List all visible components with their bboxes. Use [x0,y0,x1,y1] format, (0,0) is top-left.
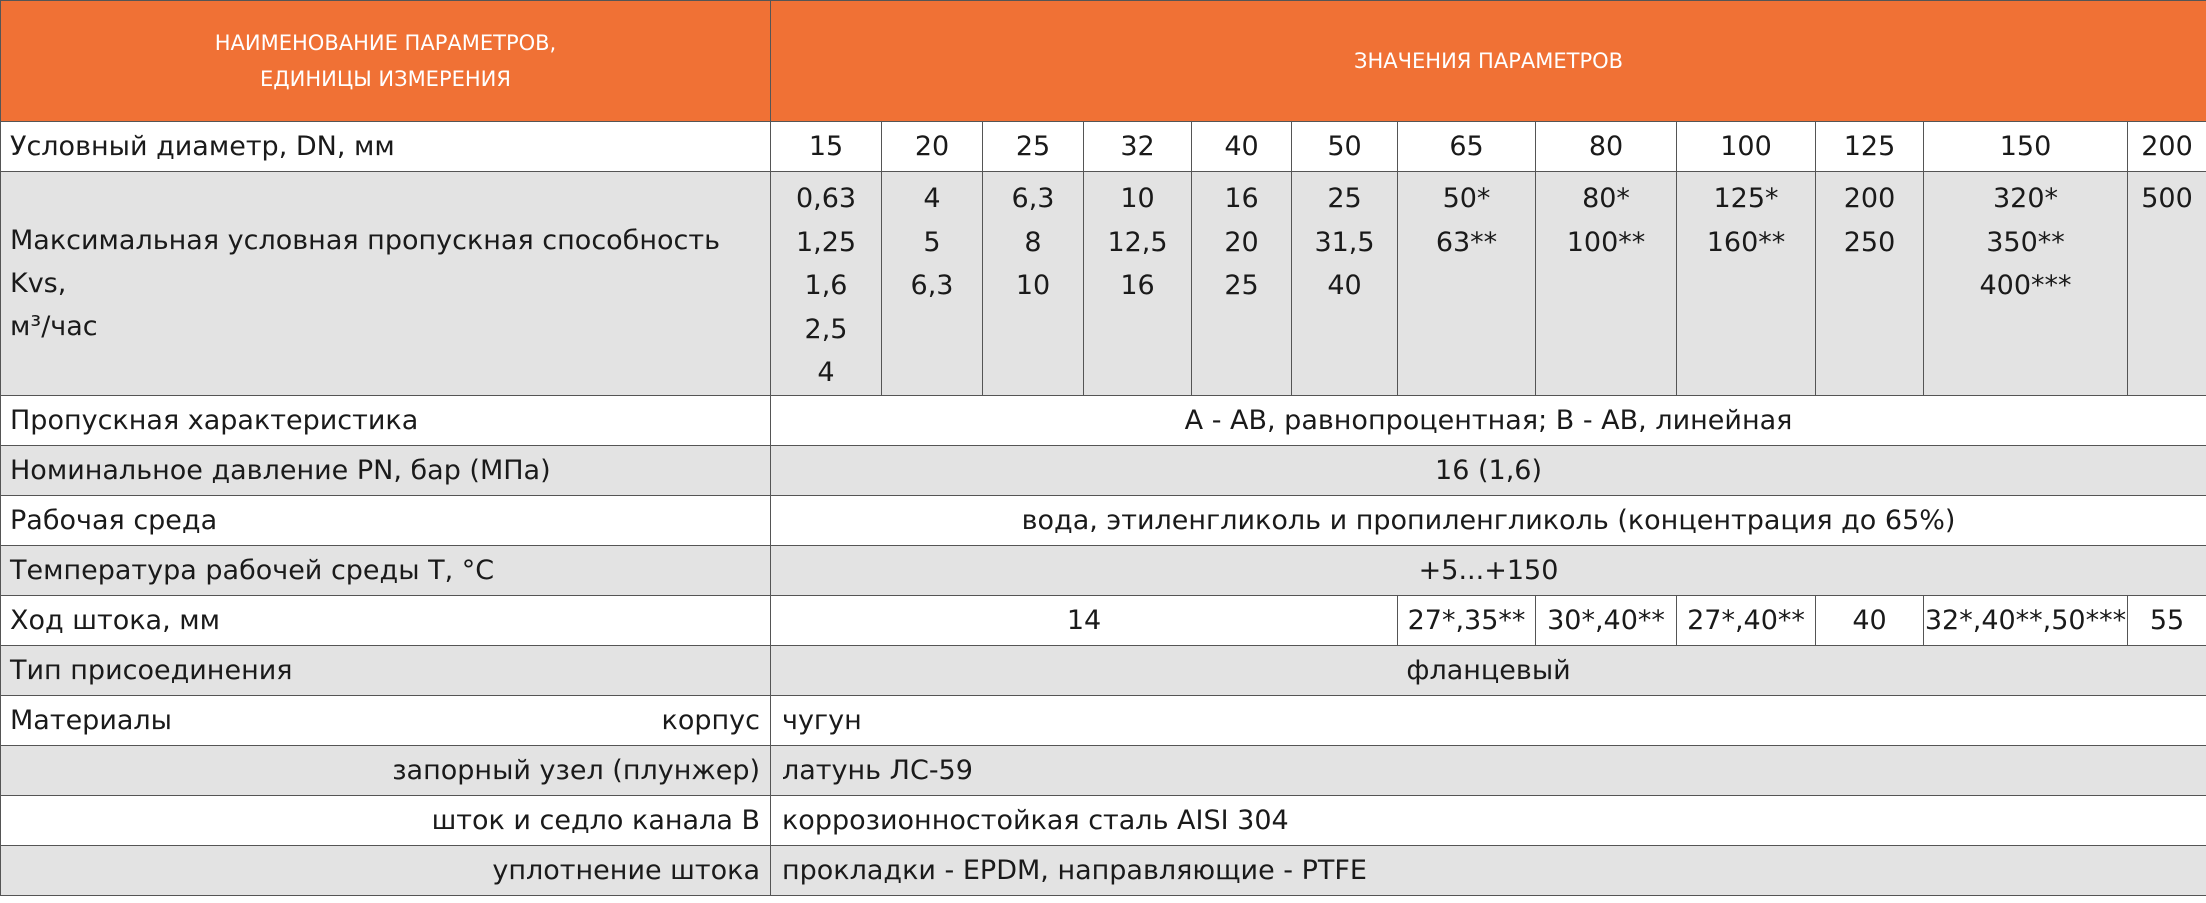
kvs-value: 16 [1120,270,1155,301]
row-materials-stem [1,796,2206,846]
stem-label: шток и седло канала В [1,796,771,846]
kvs-value: 1,25 [795,226,857,258]
stem-value: коррозионностойкая сталь AISI 304 [771,796,2206,846]
kvs-value: 0,63 [795,183,857,214]
row-working-medium [1,496,2206,546]
kvs-cell [1536,172,1677,396]
flow-char-label: Пропускная характеристика [1,396,771,446]
dn-value: 65 [1398,122,1536,172]
kvs-value: 200 [1843,183,1896,214]
dn-value: 50 [1292,122,1398,172]
kvs-value: 10 [1015,270,1051,301]
kvs-value: 1,6 [804,270,848,301]
dn-value: 80 [1536,122,1677,172]
kvs-cell [2128,172,2206,396]
pressure-label: Номинальное давление PN, бар (МПа) [1,446,771,496]
stroke-value: 14 [771,596,1398,646]
kvs-cell [983,172,1084,396]
header-parameter-line2: ЕДИНИЦЫ ИЗМЕРЕНИЯ [260,67,511,91]
seal-value: прокладки - EPDM, направляющие - PTFE [771,846,2206,896]
row-stroke [1,596,2206,646]
kvs-value: 50* [1442,183,1491,214]
connection-value: фланцевый [771,646,2206,696]
header-parameter-line1: НАИМЕНОВАНИЕ ПАРАМЕТРОВ, [214,31,557,55]
kvs-value: 8 [1024,226,1042,258]
row-temperature [1,546,2206,596]
temperature-value: +5...+150 [771,546,2206,596]
row-flow-characteristic [1,396,2206,446]
dn-value: 100 [1677,122,1816,172]
kvs-label-line1: Максимальная условная пропускная способность Kvs, [10,225,720,299]
kvs-value: 25 [1224,270,1259,301]
kvs-value: 4 [923,183,941,214]
kvs-cell [771,172,882,396]
stroke-label: Ход штока, мм [1,596,771,646]
plug-value: латунь ЛС-59 [771,746,2206,796]
kvs-value: 250 [1843,226,1896,258]
medium-value: вода, этиленгликоль и пропиленгликоль (концентрация до 65%) [771,496,2206,546]
seal-label: уплотнение штока [1,846,771,896]
dn-value: 125 [1816,122,1924,172]
kvs-value: 25 [1327,183,1362,214]
row-materials-body [1,696,2206,746]
header-row [1,1,2206,122]
kvs-value: 40 [1327,270,1362,301]
kvs-cell [1084,172,1192,396]
kvs-value: 6,3 [910,270,954,301]
kvs-value: 12,5 [1107,226,1168,258]
row-dn [1,122,2206,172]
body-value: чугун [771,696,2206,746]
kvs-label-line2: м³/час [10,311,98,342]
pressure-value: 16 (1,6) [771,446,2206,496]
plug-label: запорный узел (плунжер) [1,746,771,796]
kvs-value: 400*** [1979,270,2072,301]
materials-body-label [1,696,771,746]
dn-value: 32 [1084,122,1192,172]
kvs-cell [1192,172,1292,396]
dn-value: 40 [1192,122,1292,172]
body-label: корпус [661,705,760,736]
connection-label: Тип присоединения [1,646,771,696]
kvs-value: 31,5 [1314,226,1375,258]
kvs-value: 5 [923,226,941,258]
row-materials-plug [1,746,2206,796]
kvs-value: 63** [1435,226,1498,258]
medium-label: Рабочая среда [1,496,771,546]
header-values: ЗНАЧЕНИЯ ПАРАМЕТРОВ [771,1,2206,122]
row-materials-seal [1,846,2206,896]
kvs-cell [1816,172,1924,396]
kvs-cell [1398,172,1536,396]
stroke-value: 40 [1816,596,1924,646]
dn-value: 25 [983,122,1084,172]
kvs-value: 500 [2141,183,2193,214]
kvs-value: 10 [1120,183,1155,214]
kvs-value: 2,5 [804,313,848,345]
kvs-value: 320* [1992,183,2059,214]
dn-value: 200 [2128,122,2206,172]
row-kvs [1,172,2206,396]
materials-label: Материалы [10,705,172,736]
kvs-value: 4 [817,357,835,388]
row-nominal-pressure [1,446,2206,496]
kvs-label [1,172,771,396]
dn-value: 150 [1924,122,2128,172]
kvs-cell [882,172,983,396]
row-connection-type [1,646,2206,696]
dn-value: 15 [771,122,882,172]
dn-label: Условный диаметр, DN, мм [1,122,771,172]
stroke-value: 32*,40**,50*** [1924,596,2128,646]
flow-char-value: А - АВ, равнопроцентная; В - АВ, линейная [771,396,2206,446]
temperature-label: Температура рабочей среды Т, °С [1,546,771,596]
kvs-value: 6,3 [1011,183,1055,214]
stroke-value: 30*,40** [1536,596,1677,646]
kvs-value: 20 [1224,226,1259,258]
kvs-value: 160** [1706,226,1786,258]
stroke-value: 55 [2128,596,2206,646]
kvs-value: 16 [1224,183,1259,214]
stroke-value: 27*,40** [1677,596,1816,646]
header-parameter-name [1,1,771,122]
kvs-value: 100** [1566,226,1646,258]
stroke-value: 27*,35** [1398,596,1536,646]
kvs-cell [1677,172,1816,396]
kvs-value: 350** [1986,226,2065,258]
dn-value: 20 [882,122,983,172]
kvs-value: 125* [1713,183,1779,214]
kvs-cell [1292,172,1398,396]
kvs-value: 80* [1582,183,1630,214]
kvs-cell [1924,172,2128,396]
